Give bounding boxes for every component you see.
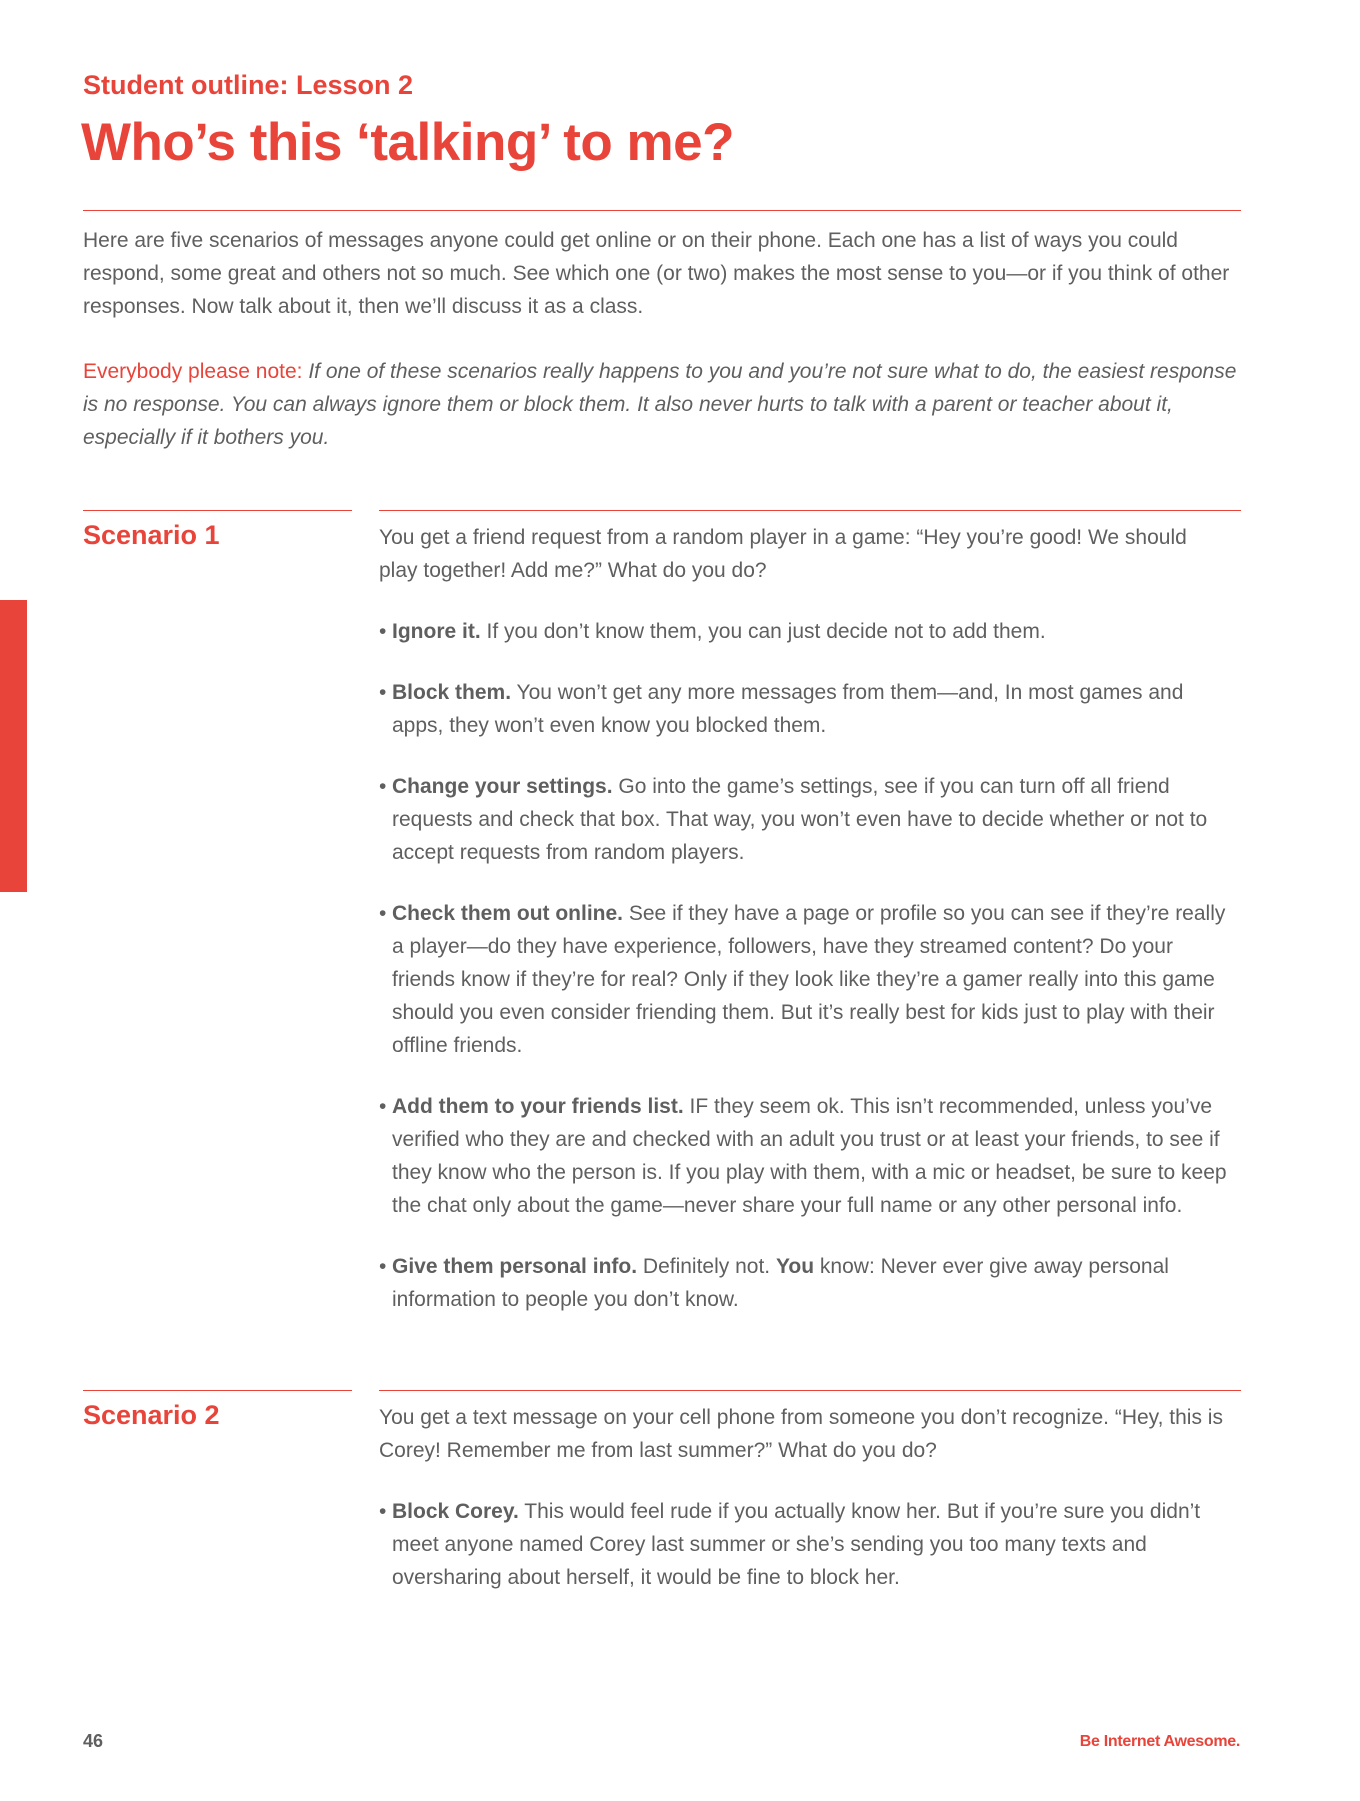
scenario-1-body [379, 521, 1229, 1316]
option-emphasis: You [775, 1255, 815, 1278]
bullet: • [379, 775, 387, 798]
bullet: • [379, 681, 387, 704]
option-heading: Add them to your friends list. [392, 1095, 684, 1118]
option-text: This would feel rude if you actually know her. But if you’re sure you didn’t meet anyone named Corey last summer or she’s sending you too many texts and oversharing about herself, it would be fine to block her. [392, 1500, 1201, 1589]
scenario-2-divider-right [379, 1390, 1241, 1391]
list-item [379, 897, 1229, 1062]
option-heading: Block Corey. [392, 1500, 519, 1523]
option-text: See if they have a page or profile so you can see if they’re really a player—do they have experience, followers, have they streamed content? Do your friends know if they’re for real? Only if they look like they’re a gamer really into this game should you even consider friending them. But it’s really best for kids just to play with their offline friends. [392, 902, 1226, 1057]
scenario-2-title: Scenario 2 [83, 1400, 220, 1430]
option-heading: Check them out online. [392, 902, 624, 925]
option-text: IF they seem ok. This isn’t recommended, unless you’ve verified who they are and checked with an adult you trust or at least your friends, to see if they know who the person is. If you play with them, with a mic or headset, be sure to keep the chat only about the game—never share your full name or any other personal info. [392, 1095, 1227, 1217]
title-divider [83, 210, 1241, 211]
list-item [379, 770, 1229, 869]
scenario-1-options [379, 615, 1229, 1316]
scenario-2-body [379, 1401, 1229, 1594]
list-item [379, 1495, 1229, 1594]
option-heading: Change your settings. [392, 775, 613, 798]
scenario-2-options [379, 1495, 1229, 1594]
note-text: If one of these scenarios really happens to you and you’re not sure what to do, the easiest response is no response. You can always ignore them or block them. It also never hurts to talk with a parent or teacher about it, especially if it bothers you. [83, 360, 1237, 449]
list-item [379, 1250, 1229, 1316]
list-item [379, 615, 1229, 648]
option-text: You won’t get any more messages from them—and, In most games and apps, they won’t even know you blocked them. [392, 681, 1184, 737]
scenario-2-prompt: You get a text message on your cell phone from someone you don’t recognize. “Hey, this is Corey! Remember me from last summer?” What do you do? [379, 1406, 1223, 1462]
lesson-subtitle: Student outline: Lesson 2 [83, 70, 414, 100]
option-heading: Block them. [392, 681, 512, 704]
side-accent-bar [0, 600, 27, 892]
intro-paragraph: Here are five scenarios of messages anyone could get online or on their phone. Each one has a list of ways you could respond, some great and others not so much. See which one (or two) makes the most sense to you—or if you think of other responses. Now talk about it, then we’ll discuss it as a class. [83, 229, 1230, 318]
bullet: • [379, 902, 387, 925]
option-text: If you don’t know them, you can just decide not to add them. [480, 620, 1046, 643]
bullet: • [379, 1500, 387, 1523]
bullet: • [379, 620, 387, 643]
page-title: Who’s this ‘talking’ to me? [81, 113, 734, 172]
scenario-2-divider-left [83, 1390, 352, 1391]
bullet: • [379, 1095, 387, 1118]
scenario-1-divider-right [379, 510, 1241, 511]
option-text-continued: know: Never ever give away personal information to people you don’t know. [392, 1255, 1169, 1311]
scenario-1-divider-left [83, 510, 352, 511]
option-heading: Ignore it. [392, 620, 481, 643]
brand-logo: Be Internet Awesome. [1079, 1733, 1240, 1750]
list-item [379, 676, 1229, 742]
scenario-1-title: Scenario 1 [83, 520, 220, 550]
option-text: Go into the game’s settings, see if you can turn off all friend requests and check that box. That way, you won’t even have to decide whether or not to accept requests from random players. [392, 775, 1208, 864]
scenario-1-prompt: You get a friend request from a random player in a game: “Hey you’re good! We should play together! Add me?” What do you do? [379, 526, 1187, 582]
page-number: 46 [83, 1731, 104, 1751]
option-heading: Give them personal info. [392, 1255, 638, 1278]
note-paragraph [83, 355, 1243, 454]
note-label: Everybody please note: [83, 360, 303, 383]
bullet: • [379, 1255, 387, 1278]
list-item [379, 1090, 1229, 1222]
option-text: Definitely not. [637, 1255, 771, 1278]
